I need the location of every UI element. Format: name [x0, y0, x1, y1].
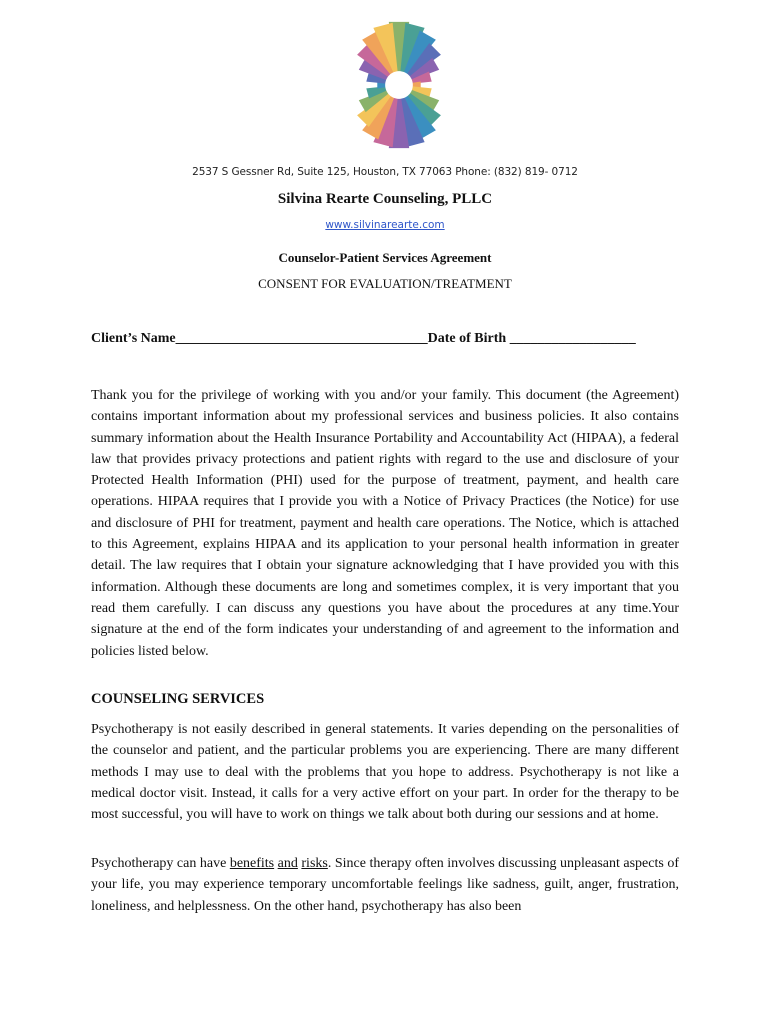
services-paragraph: Psychotherapy is not easily described in general statements. It varies depending on the personalities of the counselor and patient, and the particular problems you are experiencing. There are many different methods I may use to deal with the problems that you hope to address. Psychotherapy is not like a medical doctor visit. Instead, it calls for a very active effort on your part. In order for the therapy to be most successful, you will have to work on things we talk about both during our sessions and at home. [91, 722, 679, 823]
benefits-risks-paragraph [91, 853, 679, 917]
client-name-label: Client’s Name [91, 331, 176, 346]
dob-field[interactable]: __________________ [506, 331, 636, 346]
benefits-suffix: . Since therapy often involves discussing unpleasant aspects of your life, you may experience temporary uncomfortable feelings like sadness, guilt, anger, frustration, loneliness, and helplessness. On the other hand, psychotherapy has also been [91, 856, 679, 914]
organization-name: Silvina Rearte Counseling, PLLC [277, 191, 493, 207]
dob-label: Date of Birth [427, 331, 507, 346]
consent-title: CONSENT FOR EVALUATION/TREATMENT [258, 276, 512, 291]
risks-word: risks [301, 856, 328, 871]
intro-paragraph: Thank you for the privilege of working with you and/or your family. This document (the Agreement) contains important information about my professional services and business policies. It also contains summary information about the Health Insurance Portability and Accountability Act (HIPAA), a federal law that provides privacy protections and patient rights with regard to the use and disclosure of your Protected Health Information (PHI) used for the purpose of treatment, payment, and health care operations. HIPAA requires that I provide you with a Notice of Privacy Practices (the Notice) for use and disclosure of PHI for treatment, payment and health care operations. The Notice, which is attached to this Agreement, explains HIPAA and its application to your personal health information in greater detail. The law requires that I obtain your signature acknowledging that I have provided you with this information. Although these documents are long and sometimes complex, it is very important that you read them carefully. I can discuss any questions you have about the procedures at any time.Your signature at the end of the form indicates your understanding of and agreement to the information and policies listed below. [91, 388, 679, 659]
section-heading-counseling-services: COUNSELING SERVICES [91, 691, 265, 707]
website-link[interactable]: www.silvinarearte.com [325, 219, 445, 231]
benefits-word: benefits [229, 856, 275, 871]
office-address: 2537 S Gessner Rd, Suite 125, Houston, TX 77063 Phone: (832) 819- 0712 [192, 166, 578, 178]
agreement-subtitle: Counselor-Patient Services Agreement [278, 250, 492, 265]
benefits-prefix: Psychotherapy can have [91, 856, 230, 871]
client-info-line [91, 331, 681, 347]
client-name-field[interactable]: ____________________________________ [175, 331, 428, 346]
counseling-logo-icon [353, 18, 445, 152]
and-word: and [277, 856, 298, 871]
